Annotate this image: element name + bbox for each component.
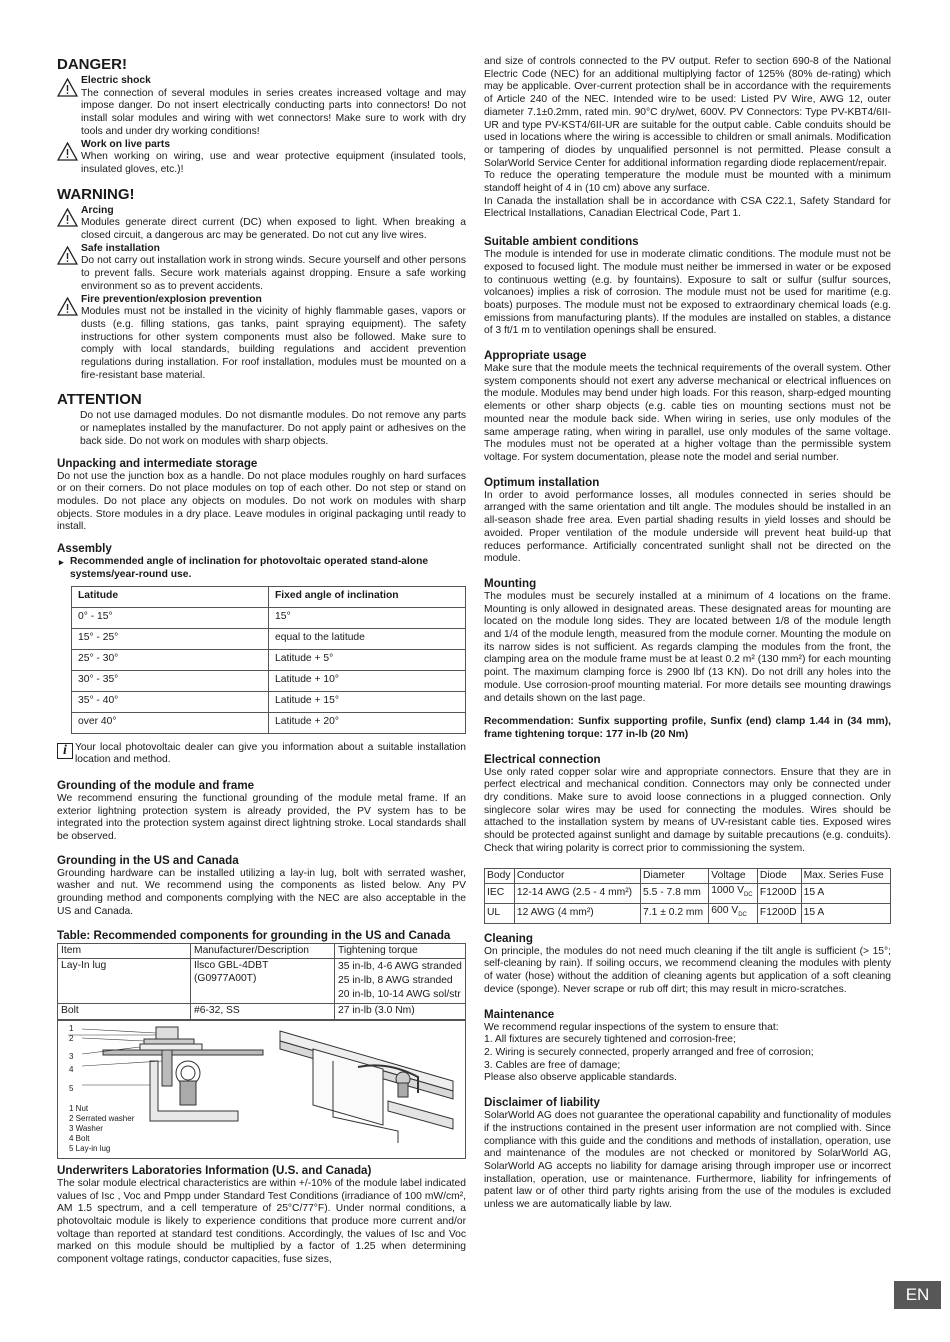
- table-row: [72, 670, 466, 691]
- attention-heading: ATTENTION: [57, 391, 142, 409]
- maintenance-heading: Maintenance: [484, 1007, 555, 1021]
- maintenance-list: [484, 1022, 891, 1086]
- mounting-text: The modules must be securely installed at a minimum of 4 locations on the frame. Mounting is only allowed in designated areas. These designated areas for mounting are located on the module long sides. They are located between 1/8 of the module length and 1/4 of the module length, measured from the module corner. Mounting the module on its narrow sides is not sufficient. As regards clamping the modules from the front, the clamping area on the module frame must be at least 0.2 m² (130 mm²) for each mounting point. The maximum clamping force is 2900 lbf (13 KN). Do not drill any holes into the module. Use corrosion-proof mounting material. For more details see mounting drawings and details shown on the last page.: [484, 590, 891, 704]
- grounding-table: [57, 943, 466, 1020]
- unpacking-heading: Unpacking and intermediate storage: [57, 456, 258, 470]
- usage-text: Make sure that the module meets the technical requirements of the overall system. Other system components should not exert any adverse mechanical or electrical influences on the module. Modules may bend under high loads. For this reason, sharp-edged mounting elements or other sharp objects (e.g. cable ties on mounting sections must not be mounted near the module back side. When wiring in series, use only modules of the same amperage rating, when wiring in parallel, use only modules of the same voltage. The modules must not be operated at a higher voltage than the permissible system voltage. For system documentation, please note the model and serial number.: [484, 363, 891, 463]
- mounting-recommendation: Recommendation: Sunfix supporting profile, Sunfix (end) clamp 1.44 in (34 mm), frame tightening torque: 177 in-lb (20 Nm): [484, 716, 891, 740]
- voltage-subscript: DC: [738, 912, 747, 919]
- table-header-torque: Tightening torque: [335, 943, 466, 959]
- info-text: Your local photovoltaic dealer can give you information about a suitable installation location and method.: [75, 741, 466, 766]
- warning-triangle-icon: [57, 142, 78, 161]
- disclaimer-heading: Disclaimer of liability: [484, 1096, 600, 1110]
- table-row: [72, 691, 466, 712]
- table-row: [72, 607, 466, 628]
- grounding-us-heading: Grounding in the US and Canada: [57, 853, 239, 867]
- warning-item-safe-installation: [57, 243, 466, 294]
- ambient-text: The module is intended for use in moderate climatic conditions. The module must not be exposed to focused light. The module must neither be immersed in water or be exposed to continuous wetting (e.g. by fountains). Exposure to salt or sulfur (sulfur sources, volcanoes) implies a risk of corrosion. The module must not be used for maritime (e.g. boats) purposes. The module must not be exposed to extraordinary chemical loads (e.g. emissions from manufacturing plants). If the modules are installed on stables, a distance of 3 ft/1 m to ventilation openings shall be ensured.: [484, 249, 891, 337]
- danger-item-title: Work on live parts: [81, 138, 171, 150]
- grounding-us-text: Grounding hardware can be installed utilizing a lay-in lug, bolt with serrated washer, washer and nut. We recommend using the components as listed below. Any PV grounding method and components complying with the NEC are also acceptable in the US and Canada.: [57, 867, 466, 917]
- torque-cell: [335, 959, 466, 1004]
- danger-item-electric-shock: [57, 75, 466, 139]
- cleaning-text: On principle, the modules do not need much cleaning if the tilt angle is sufficient (> 15°; self-cleaning by rain). If soiling occurs, we recommend cleaning the modules with plenty of water (hose) without the addition of cleaning agents but application of a soft cleaning device (sponge). Never scrape or rub off dirt; this may result in micro-scratches.: [484, 945, 891, 995]
- manufacturer-cell: Ilsco GBL-4DBT (G0977A00T): [191, 959, 335, 1004]
- table-header-voltage: Voltage: [709, 868, 758, 884]
- table-header-angle: Fixed angle of inclination: [269, 586, 466, 607]
- conductor-cell: 12 AWG (4 mm²): [514, 904, 640, 924]
- danger-item-text: When working on wiring, use and wear protective equipment (insulated tools, insulated gloves, etc.)!: [81, 151, 466, 175]
- table-row: [72, 628, 466, 649]
- assembly-heading: Assembly: [57, 542, 112, 556]
- torque-line: 25 in-lb, 8 AWG stranded: [338, 975, 453, 987]
- warning-item-title: Fire prevention/explosion prevention: [81, 293, 262, 305]
- conductor-cell: 12-14 AWG (2.5 - 4 mm²): [514, 884, 640, 904]
- latitude-cell: 30° - 35°: [72, 670, 269, 691]
- right-standoff-text: To reduce the operating temperature the module must be mounted with a minimum standoff height of 4 in (10 cm) above any surface.: [484, 170, 891, 195]
- diagram-number: 5: [69, 1083, 74, 1093]
- diagram-legend: [69, 1104, 134, 1154]
- table-header-manufacturer: Manufacturer/Description: [191, 943, 335, 959]
- danger-item-live-parts: [57, 139, 466, 177]
- fuse-cell: 15 A: [801, 904, 890, 924]
- danger-item-title: Electric shock: [81, 75, 151, 86]
- diode-cell: F1200D: [757, 884, 801, 904]
- legend-item: 4 Bolt: [69, 1133, 90, 1143]
- voltage-cell: [709, 904, 758, 924]
- table-row: [72, 649, 466, 670]
- legend-item: 1 Nut: [69, 1103, 89, 1113]
- diagram-numbers: [69, 1024, 73, 1094]
- mounting-heading: Mounting: [484, 576, 537, 590]
- attention-text: Do not use damaged modules. Do not dismantle modules. Do not remove any parts or nameplates installed by the manufacturer. Do not apply paint or adhesives on the back side. Do not work on modules with sharp objects.: [80, 410, 466, 447]
- diagram-number: 3: [69, 1051, 74, 1061]
- optimum-heading: Optimum installation: [484, 475, 600, 489]
- ul-heading: Underwriters Laboratories Information (U.S. and Canada): [57, 1163, 372, 1177]
- electrical-heading: Electrical connection: [484, 752, 601, 766]
- maintenance-line: We recommend regular inspections of the system to ensure that:: [484, 1021, 779, 1033]
- warning-item-text: Modules generate direct current (DC) when exposed to light. When breaking a closed circuit, a dangerous arc may be generated. Do not cut any live wires.: [81, 217, 466, 242]
- table-header-body: Body: [485, 868, 515, 884]
- legend-item: 2 Serrated washer: [69, 1113, 135, 1123]
- latitude-cell: 15° - 25°: [72, 628, 269, 649]
- voltage-subscript: DC: [743, 892, 753, 899]
- ambient-heading: Suitable ambient conditions: [484, 235, 639, 249]
- grounding-module-heading: Grounding of the module and frame: [57, 778, 255, 792]
- right-column: [484, 56, 891, 1212]
- legend-item: 3 Washer: [69, 1123, 103, 1133]
- fuse-cell: 15 A: [801, 884, 890, 904]
- usage-heading: Appropriate usage: [484, 349, 587, 363]
- diagram-number: 2: [69, 1033, 74, 1043]
- diameter-cell: 7.1 ± 0.2 mm: [641, 904, 709, 924]
- table-row: [485, 884, 891, 904]
- warning-triangle-icon: [57, 246, 78, 265]
- latitude-cell: 0° - 15°: [72, 607, 269, 628]
- warning-triangle-icon: [57, 297, 78, 316]
- warning-item-text: Modules must not be installed in the vicinity of highly flammable gases, vapors or dusts (e.g. filling stations, gas tanks, paint spraying equipment). The safety instructions for other system components must also be followed. Make sure to comply with local standards, building regulations and accident prevention regulations during installation. For roof installation, modules must be mounted on a fire-resistant base material.: [81, 306, 466, 381]
- torque-cell: 27 in-lb (3.0 Nm): [335, 1004, 466, 1020]
- table-row: [58, 1004, 466, 1020]
- warning-item-fire-prevention: [57, 294, 466, 383]
- warning-item-title: Safe installation: [81, 242, 160, 254]
- right-intro-text: and size of controls connected to the PV output. Refer to section 690-8 of the National Electric Code (NEC) for an additional multiplying factor of 125% (80% de-rating) which may be applicable. Over-current protection shall be in accordance with the requirements of Article 240 of the NEC. Intended wire to be used: Listed PV Wire, AWG 12, outer diameter 7.1±0.2mm, rated min. 90°C dry/wet, 600V. PV Connectors: Type PV-KBT4/6II-UR and type PV-KST4/6II-UR are suitable for the output cable. Cable conduits should be used in locations where the wiring is accessible to children or small animals. Modification or tampering of diodes by unqualified personnel is not permitted. Please consult a SolarWorld Service Center for additional information regarding diode replacement/repair.: [484, 56, 891, 169]
- info-icon: i: [57, 743, 73, 759]
- torque-line: 35 in-lb, 4-6 AWG stranded: [338, 961, 462, 973]
- table-row: [485, 904, 891, 924]
- electrical-text: Use only rated copper solar wire and appropriate connectors. Ensure that they are in perfect electrical and mechanical condition. Connectors may only be connected under dry conditions. Make sure to avoid loose connections in a plugged connection. Only singlecore solar wires may be used for connecting the modules. Wires should be attached to the installation system by means of UV-resistant cable ties. Exposed wires should be protected against sunlight and damage by suitable precautions (e.g. conduits). Check that wiring polarity is correct prior to commissioning the system.: [484, 766, 891, 854]
- voltage-value: 1000 V: [711, 885, 744, 897]
- table-header-diameter: Diameter: [641, 868, 709, 884]
- ul-text: The solar module electrical characteristics are within +/-10% of the module label indicated values of Isc , Voc and Pmpp under Standard Test Conditions (irradiance of 100 mW/cm², AM 1.5 spectrum, and a cell temperature of 25°C/77°F). Under normal conditions, a photovoltaic module is likely to experience conditions that produce more current and/or voltage than reported at standard test conditions. Accordingly, the values of Isc and Voc marked on this module should be multiplied by a factor of 1.25 when determining component voltage ratings, conductor capacities, fuse sizes,: [57, 1177, 466, 1266]
- latitude-cell: 25° - 30°: [72, 649, 269, 670]
- electrical-table: [484, 868, 891, 924]
- angle-cell: Latitude + 20°: [269, 712, 466, 733]
- warning-triangle-icon: [57, 208, 78, 227]
- maintenance-line: 1. All fixtures are securely tightened and corrosion-free;: [484, 1034, 736, 1046]
- maintenance-line: 3. Cables are free of damage;: [484, 1059, 621, 1071]
- assembly-bullet: ▸ Recommended angle of inclination for photovoltaic operated stand-alone systems/year-round use.: [57, 556, 466, 581]
- manufacturer-cell: #6-32, SS: [191, 1004, 335, 1020]
- table-row: [72, 712, 466, 733]
- disclaimer-text: SolarWorld AG does not guarantee the operational capability and functionality of modules if the instructions contained in the present user information are not complied with. Since compliance with this guide and the conditions and methods of installation, operation, use and maintenance of the modules are not checked or monitored by SolarWorld AG, SolarWorld AG accepts no liability for damage arising through improper use or incorrect installation, operation, use or maintenance. Furthermore, liability for infringements of patent law or of other third party rights arising from the use of the modules is excluded unless we are automatically liable by law.: [484, 1110, 891, 1211]
- warning-item-arcing: [57, 205, 466, 243]
- grounding-diagram: [57, 1020, 466, 1159]
- angle-cell: equal to the latitude: [269, 628, 466, 649]
- table-header-conductor: Conductor: [514, 868, 640, 884]
- angle-cell: Latitude + 5°: [269, 649, 466, 670]
- diagram-number: 4: [69, 1064, 74, 1074]
- table-header-diode: Diode: [757, 868, 801, 884]
- grounding-table-title: Table: Recommended components for grounding in the US and Canada: [57, 928, 451, 942]
- voltage-value: 600 V: [711, 905, 739, 917]
- table-header-fuse: Max. Series Fuse: [801, 868, 890, 884]
- left-column: [57, 56, 466, 1267]
- warning-item-text: Do not carry out installation work in strong winds. Secure yourself and other persons to prevent falls. Secure work materials against dropping. Ensure a safe working environment so as to prevent accidents.: [81, 255, 466, 292]
- voltage-cell: [709, 884, 758, 904]
- right-canada-text: In Canada the installation shall be in accordance with CSA C22.1, Safety Standard for Electrical Installations, Canadian Electrical Code, Part 1.: [484, 195, 891, 220]
- optimum-text: In order to avoid performance losses, all modules connected in series should be arranged with the same orientation and tilt angle. The modules should be installed in an all-season shade free area. Even partial shading results in yield losses and should be avoided. Proper ventilation of the module underside will prevent heat build-up that reduces performance. Artificially concentrated sunlight shall not be directed on the module.: [484, 489, 891, 565]
- maintenance-line: 2. Wiring is securely connected, properly arranged and free of corrosion;: [484, 1046, 814, 1058]
- warning-triangle-icon: [57, 78, 78, 97]
- unpacking-text: Do not use the junction box as a handle. Do not place modules roughly on hard surfaces or on their corners. Do not place modules on top of each other. Do not step or stand on modules. Do not place any objects on modules. Do not work on modules with sharp objects. Store modules in a dry place. Leave modules in original packaging until ready to install.: [57, 470, 466, 533]
- danger-heading: DANGER!: [57, 56, 127, 73]
- latitude-cell: 35° - 40°: [72, 691, 269, 712]
- table-header-latitude: Latitude: [72, 586, 269, 607]
- body-cell: UL: [485, 904, 515, 924]
- grounding-module-text: We recommend ensuring the functional grounding of the module metal frame. If an exterior lightning protection system is already provided, the PV system has to be integrated into the protection system against direct lightning stroke. Local standards shall be observed.: [57, 792, 466, 843]
- table-row: [58, 959, 466, 1004]
- angle-cell: Latitude + 15°: [269, 691, 466, 712]
- diagram-number: 1: [69, 1023, 74, 1033]
- diameter-cell: 5.5 - 7.8 mm: [641, 884, 709, 904]
- angle-cell: 15°: [269, 607, 466, 628]
- table-header-item: Item: [58, 943, 191, 959]
- inclination-table-wrap: [57, 586, 466, 734]
- danger-item-text: The connection of several modules in series creates increased voltage and may impose danger. Do not insert electrically conducting parts into connectors! Do not install solar modules and wiring with wet connectors! Make sure to work with dry tools and under dry working conditions!: [81, 87, 466, 137]
- diode-cell: F1200D: [757, 904, 801, 924]
- angle-cell: Latitude + 10°: [269, 670, 466, 691]
- maintenance-line: Please also observe applicable standards.: [484, 1072, 677, 1084]
- warning-heading: WARNING!: [57, 185, 135, 203]
- latitude-cell: over 40°: [72, 712, 269, 733]
- inclination-table: [71, 586, 466, 734]
- info-note: [57, 742, 466, 767]
- torque-line: 20 in-lb, 10-14 AWG sol/str: [338, 989, 461, 1001]
- cleaning-heading: Cleaning: [484, 931, 533, 945]
- item-cell: Lay-In lug: [58, 959, 191, 1004]
- body-cell: IEC: [485, 884, 515, 904]
- legend-item: 5 Lay-in lug: [69, 1143, 111, 1153]
- warning-item-title: Arcing: [81, 204, 114, 216]
- item-cell: Bolt: [58, 1004, 191, 1020]
- language-badge: EN: [894, 1281, 941, 1309]
